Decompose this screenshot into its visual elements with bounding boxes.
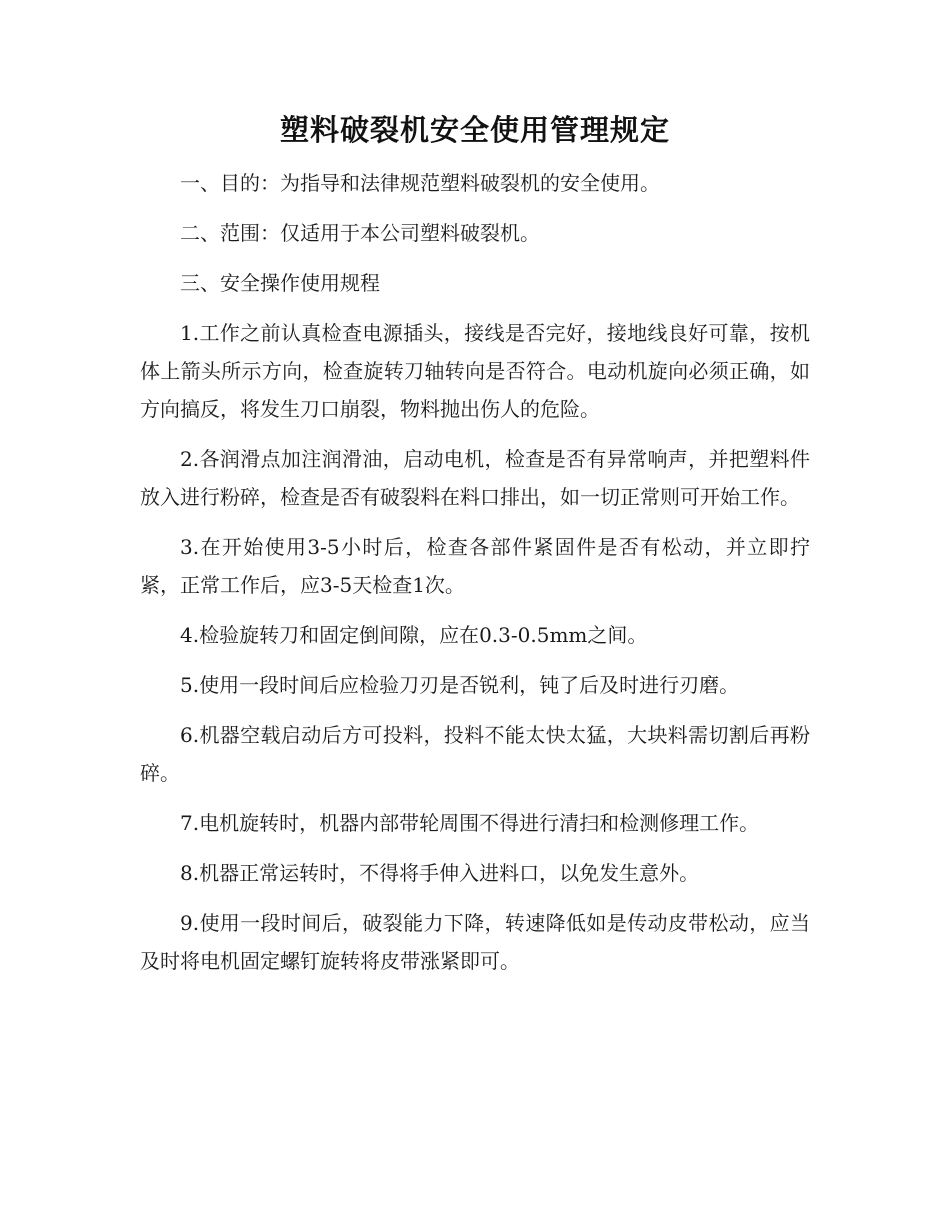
document-title: 塑料破裂机安全使用管理规定 (279, 113, 670, 147)
rule-item: 1.工作之前认真检查电源插头，接线是否完好，接地线良好可靠，按机体上箭头所示方向，检查旋转刀轴转向是否符合。电动机旋向必须正确，如方向搞反，将发生刀口崩裂，物料抛出伤人的危险。 (140, 321, 810, 421)
section-purpose: 一、目的：为指导和法律规范塑料破裂机的安全使用。 (180, 171, 660, 195)
rule-item: 6.机器空载启动后方可投料，投料不能太快太猛，大块料需切割后再粉碎。 (140, 723, 810, 785)
rule-item: 5.使用一段时间后应检验刀刃是否锐利，钝了后及时进行刃磨。 (180, 673, 740, 697)
rule-item: 3.在开始使用3-5小时后，检查各部件紧固件是否有松动，并立即拧紧，正常工作后，应3-5天检查1次。 (140, 535, 810, 597)
rule-item: 7.电机旋转时，机器内部带轮周围不得进行清扫和检测修理工作。 (180, 811, 760, 835)
document-body (140, 164, 810, 992)
rule-item: 2.各润滑点加注润滑油，启动电机，检查是否有异常响声，并把塑料件放入进行粉碎，检查是否有破裂料在料口排出，如一切正常则可开始工作。 (140, 447, 810, 509)
rule-item: 4.检验旋转刀和固定倒间隙，应在0.3-0.5mm之间。 (180, 623, 648, 647)
section-scope: 二、范围：仅适用于本公司塑料破裂机。 (180, 221, 540, 245)
rule-item: 8.机器正常运转时，不得将手伸入进料口，以免发生意外。 (180, 861, 700, 885)
rule-item: 9.使用一段时间后，破裂能力下降，转速降低如是传动皮带松动，应当及时将电机固定螺钉旋转将皮带涨紧即可。 (140, 911, 810, 973)
section-procedures-heading: 三、安全操作使用规程 (180, 271, 380, 295)
